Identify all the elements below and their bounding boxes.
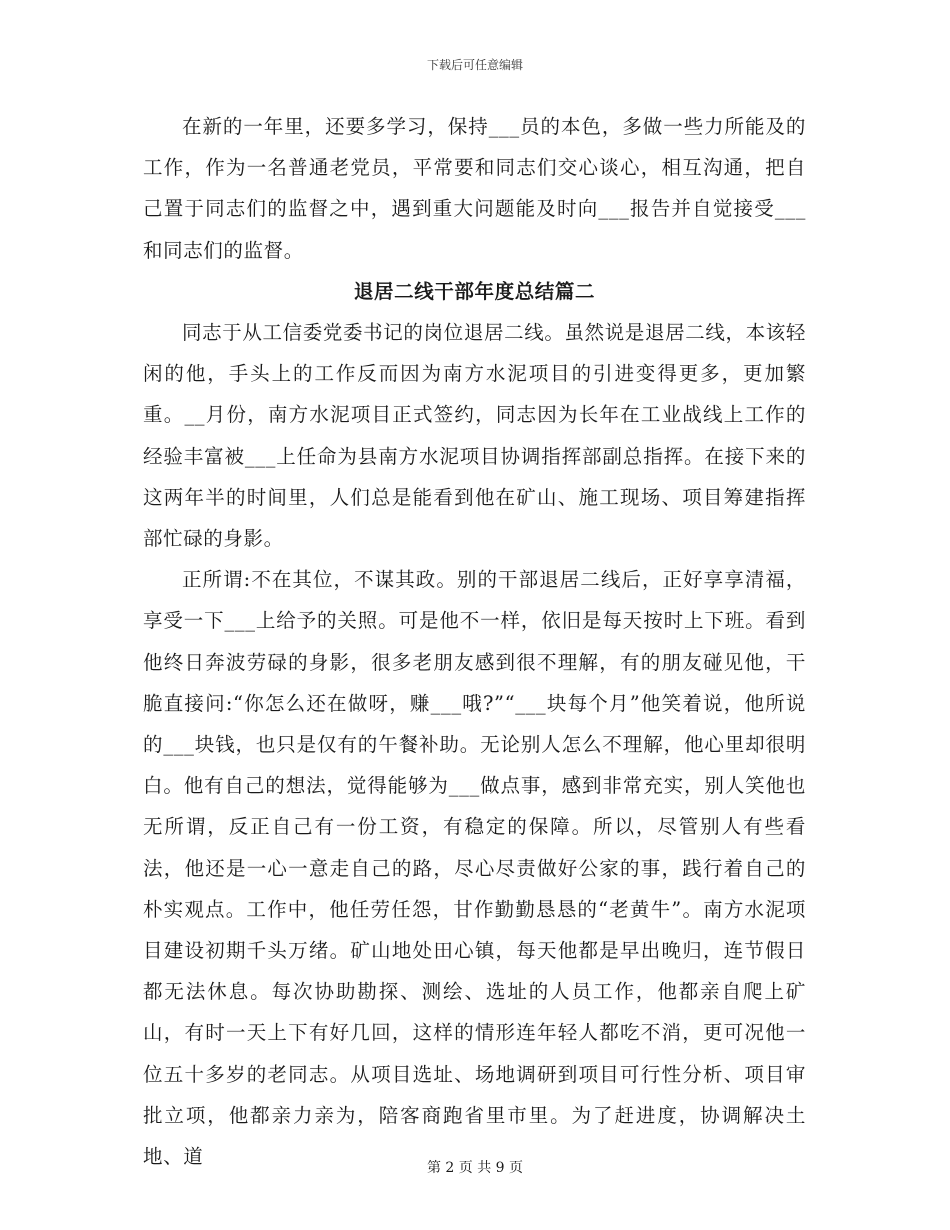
paragraph-2: 同志于从工信委党委书记的岗位退居二线。虽然说是退居二线，本该轻闲的他，手头上的工作反而因为南方水泥项目的引进变得更多，更加繁重。__月份，南方水泥项目正式签约，同志因为长年在工业战线上工作的经验丰富被___上任命为县南方水泥项目协调指挥部副总指挥。在接下来的这两年半的时间里，人们总是能看到他在矿山、施工现场、项目筹建指挥部忙碌的身影。: [143, 321, 806, 551]
paragraph-3: 正所谓:不在其位，不谋其政。别的干部退居二线后，正好享享清福，享受一下___上给予的关照。可是他不一样，依旧是每天按时上下班。看到他终日奔波劳碌的身影，很多老朋友感到很不理解，有的朋友碰见他，干脆直接问:“你怎么还在做呀，赚___哦?”“___块每个月”他笑着说，他所说的___块钱，也只是仅有的午餐补助。无论别人怎么不理解，他心里却很明白。他有自己的想法，觉得能够为___做点事，感到非常充实，别人笑他也无所谓，反正自己有一份工资，有稳定的保障。所以，尽管别人有些看法，他还是一心一意走自己的路，尽心尽责做好公家的事，践行着自己的朴实观点。工作中，他任劳任怨，甘作勤勤恳恳的“老黄牛”。南方水泥项目建设初期千头万绪。矿山地处田心镇，每天他都是早出晚归，连节假日都无法休息。每次协助勘探、测绘、选址的人员工作，他都亲自爬上矿山，有时一天上下有好几回，这样的情形连年轻人都吃不消，更可况他一位五十多岁的老同志。从项目选址、场地调研到项目可行性分析、项目审批立项，他都亲力亲为，陪客商跑省里市里。为了赶进度，协调解决土地、道: [143, 568, 806, 1169]
page-number-footer: 第 2 页 共 9 页: [426, 1160, 524, 1176]
paragraph-1: 在新的一年里，还要多学习，保持___员的本色，多做一些力所能及的工作，作为一名普通老党员，平常要和同志们交心谈心，相互沟通，把自己置于同志们的监督之中，遇到重大问题能及时向___报告并自觉接受___和同志们的监督。: [143, 115, 806, 262]
section-title: 退居二线干部年度总结篇二: [353, 279, 596, 303]
document-body: [143, 106, 806, 1177]
header-note: 下载后可任意编辑: [426, 58, 523, 72]
